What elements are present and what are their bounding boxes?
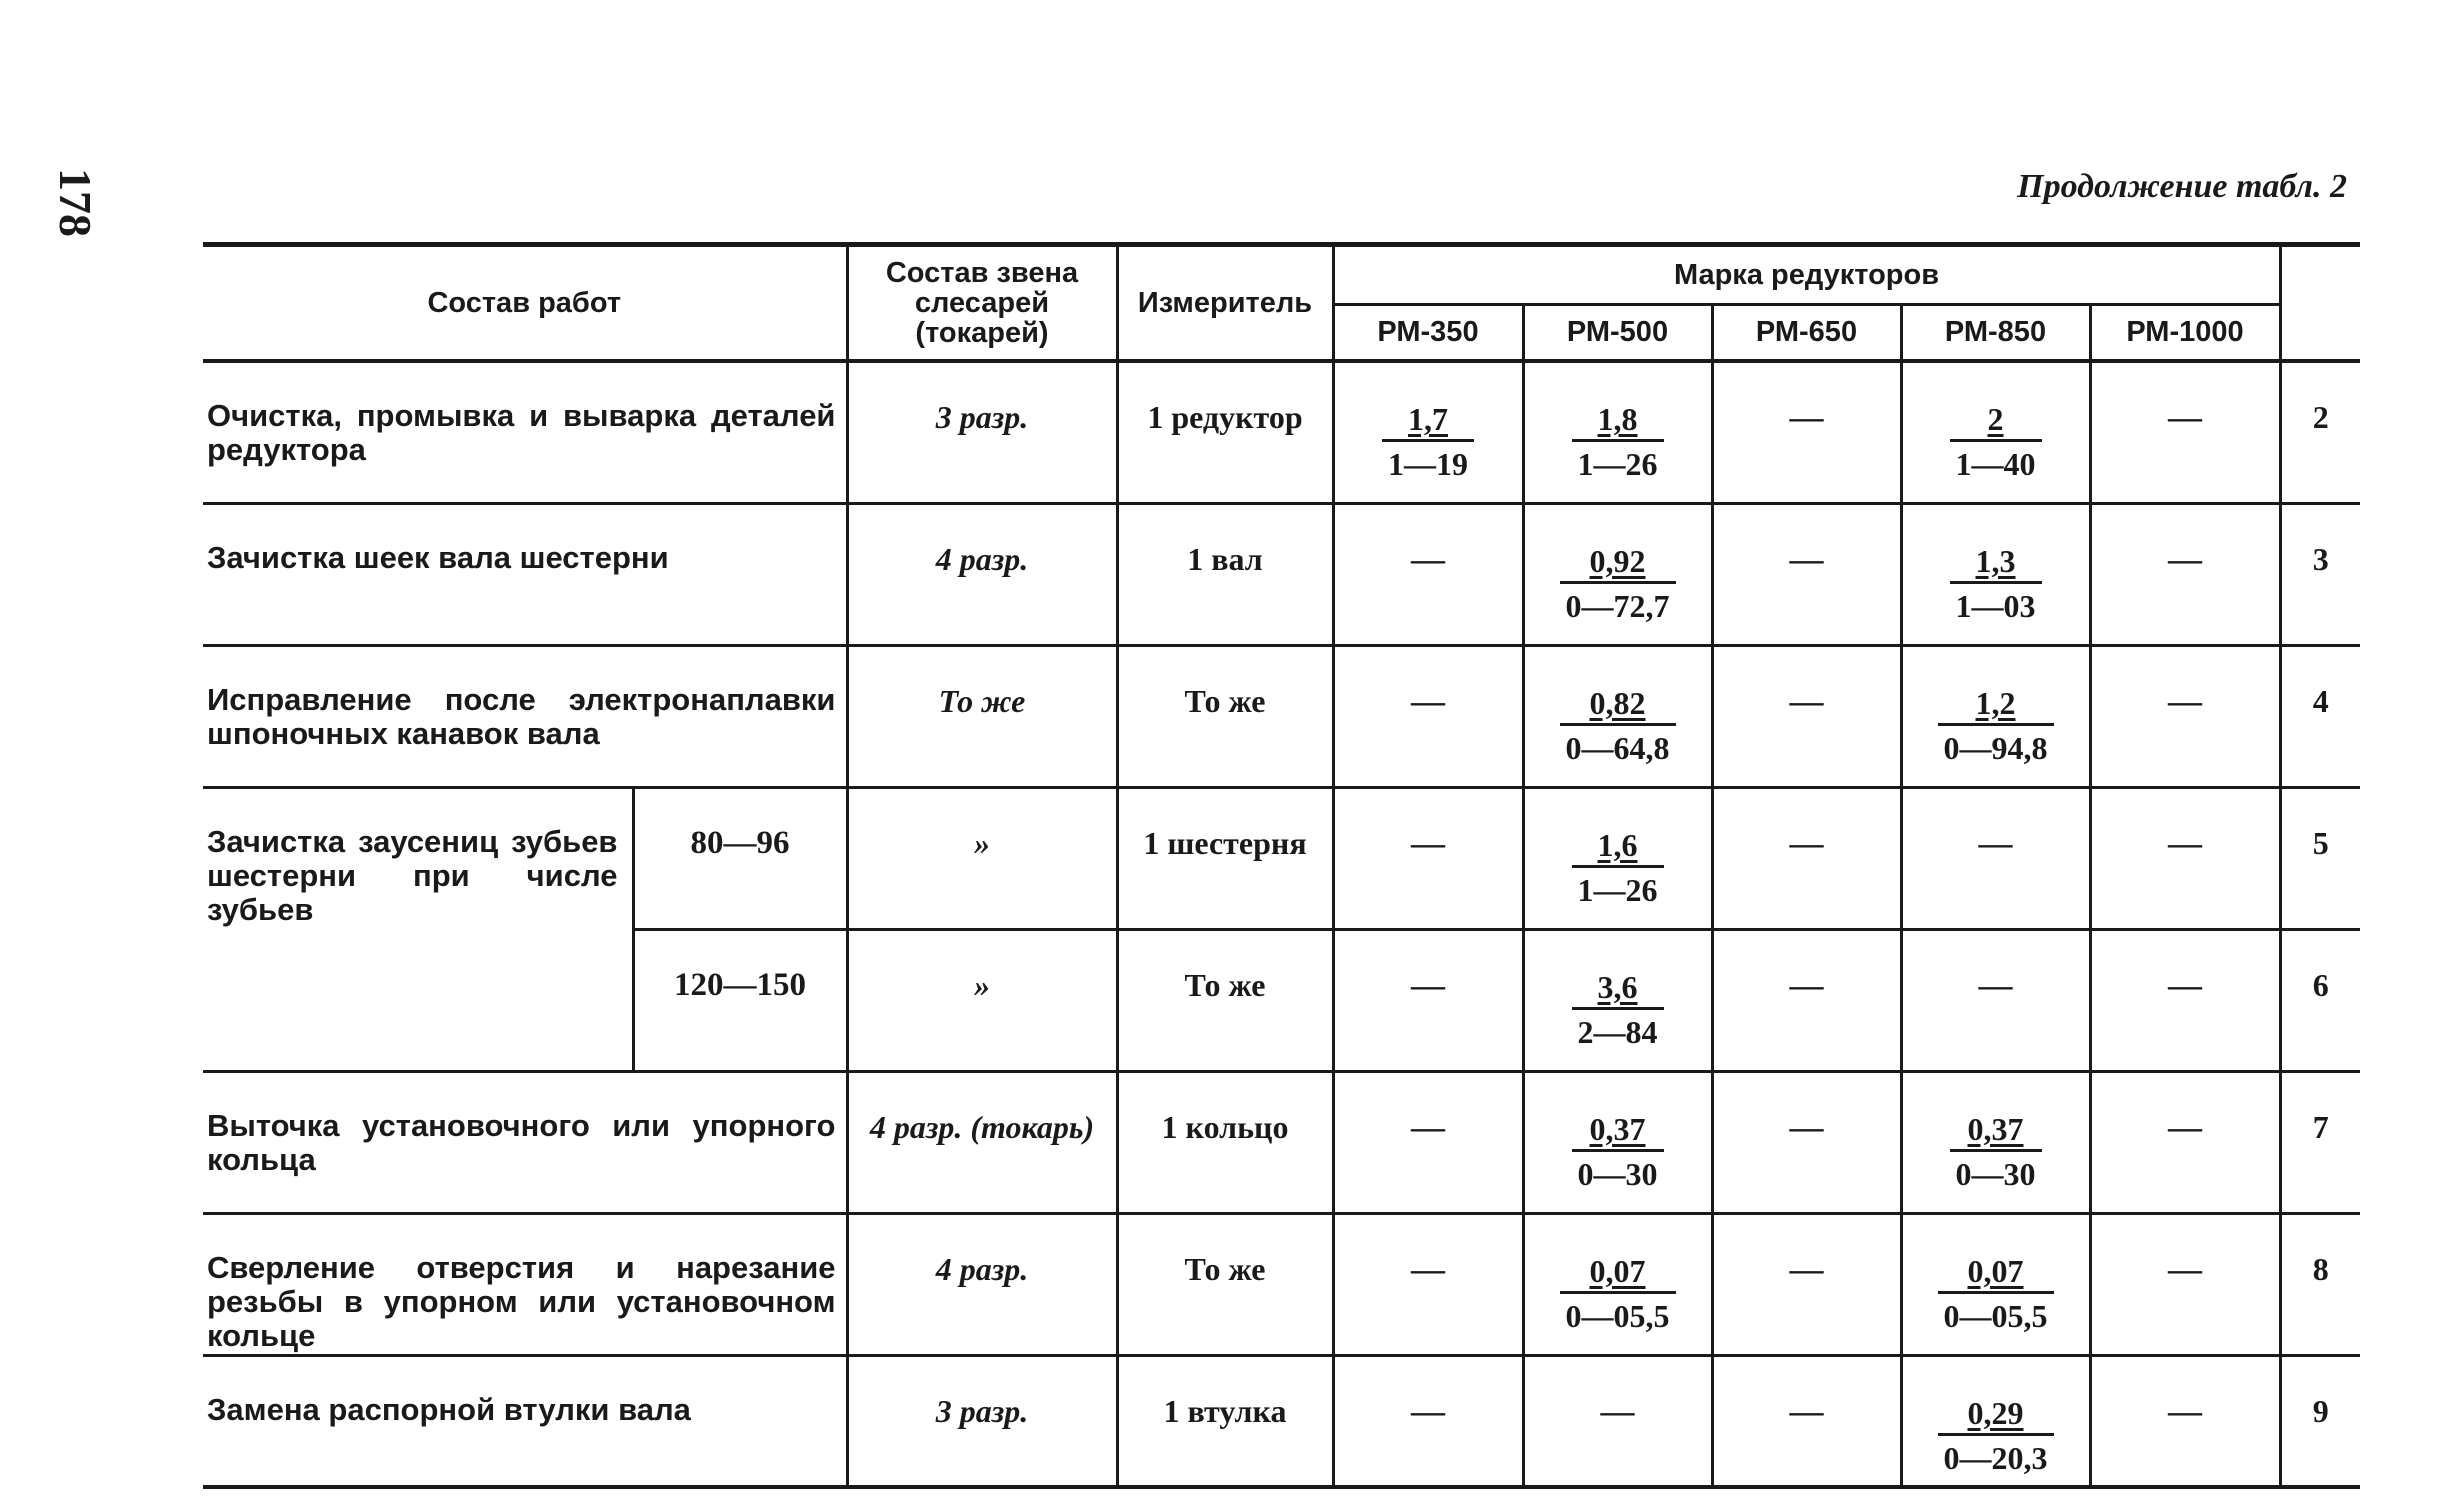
crew-grade: 3 разр. [935, 1392, 1029, 1429]
norm-fraction: $\frac{0,37}{0—30}$ [1572, 1109, 1664, 1194]
unit-measure: То же [1184, 682, 1266, 719]
header-brand-rm1000: РМ-1000 [2090, 304, 2280, 361]
teeth-range: 120—150 [633, 929, 847, 1071]
norm-fraction: $\frac{0,92}{0—72,7}$ [1560, 541, 1676, 626]
empty-dash: — [1411, 966, 1445, 1004]
work-description: Выточка установочного или упорного кольца [203, 1071, 847, 1213]
table-row [203, 503, 2360, 645]
unit-measure: То же [1184, 1250, 1266, 1287]
work-description: Очистка, промывка и выварка деталей редуктора [203, 361, 847, 503]
empty-dash: — [1411, 1392, 1445, 1430]
unit-measure: То же [1184, 966, 1266, 1003]
unit-measure: 1 вал [1187, 540, 1263, 577]
norm-fraction: $\frac{0,07}{0—05,5}$ [1560, 1251, 1676, 1336]
empty-dash: — [2168, 1108, 2202, 1146]
empty-dash: — [2168, 966, 2202, 1004]
empty-dash: — [1600, 1392, 1635, 1430]
row-number: 4 [2280, 645, 2360, 787]
empty-dash: — [1789, 966, 1824, 1004]
empty-dash: — [1411, 540, 1445, 578]
table-row [203, 1355, 2360, 1487]
empty-dash: — [1789, 682, 1824, 720]
row-number: 5 [2280, 787, 2360, 929]
header-work: Состав работ [203, 245, 847, 362]
table-row [203, 1213, 2360, 1355]
norm-fraction: $\frac{1,2}{0—94,8}$ [1938, 683, 2054, 768]
empty-dash: — [1789, 399, 1824, 436]
norm-fraction: $\frac{0,07}{0—05,5}$ [1938, 1251, 2054, 1336]
norm-fraction: $\frac{1,7}{1—19}$ [1382, 399, 1474, 484]
norm-fraction: $\frac{1,8}{1—26}$ [1572, 399, 1664, 484]
empty-dash: — [2168, 1392, 2202, 1430]
empty-dash: — [1411, 1250, 1445, 1288]
empty-dash: — [1411, 824, 1445, 862]
header-brand-rm350: РМ-350 [1333, 304, 1523, 361]
empty-dash: — [1789, 540, 1824, 578]
empty-dash: — [2168, 824, 2202, 862]
row-number: 8 [2280, 1213, 2360, 1355]
table-row [203, 361, 2360, 503]
row-number: 7 [2280, 1071, 2360, 1213]
row-number: 2 [2280, 361, 2360, 503]
empty-dash: — [2168, 1250, 2202, 1288]
crew-grade: 4 разр. (токарь) [869, 1108, 1095, 1145]
norms-table [203, 242, 2360, 1489]
empty-dash: — [1411, 1108, 1445, 1146]
row-number: 9 [2280, 1355, 2360, 1487]
norm-fraction: $\frac{2}{1—40}$ [1950, 399, 2042, 484]
crew-grade: 3 разр. [935, 399, 1029, 435]
work-description: Зачистка шеек вала шестерни [203, 503, 847, 645]
work-description: Сверление отверстия и нарезание резьбы в упорном или установочном кольце [203, 1213, 847, 1355]
row-number: 3 [2280, 503, 2360, 645]
empty-dash: — [1789, 1250, 1824, 1288]
crew-grade: 4 разр. [935, 1250, 1029, 1287]
unit-measure: 1 кольцо [1161, 1108, 1289, 1145]
empty-dash: — [1789, 824, 1824, 862]
continuation-caption: Продолжение табл. 2 [2017, 168, 2347, 205]
header-brand-rm500: РМ-500 [1523, 304, 1712, 361]
header-row-1 [203, 245, 2360, 305]
norm-fraction: $\frac{0,29}{0—20,3}$ [1938, 1393, 2054, 1478]
table-row [203, 645, 2360, 787]
crew-grade: » [974, 966, 990, 1003]
empty-dash: — [1978, 966, 2013, 1004]
empty-dash: — [2168, 399, 2202, 436]
unit-measure: 1 редуктор [1147, 399, 1303, 435]
norm-fraction: $\frac{0,82}{0—64,8}$ [1560, 683, 1676, 768]
header-unit: Измеритель [1117, 245, 1333, 362]
empty-dash: — [2168, 540, 2202, 578]
crew-grade: » [974, 824, 990, 861]
work-description: Исправление после электронаплавки шпоночных канавок вала [203, 645, 847, 787]
header-brand-rm650: РМ-650 [1712, 304, 1901, 361]
empty-dash: — [2168, 682, 2202, 720]
work-description: Замена распорной втулки вала [203, 1355, 847, 1487]
empty-dash: — [1411, 682, 1445, 720]
table-row [203, 1071, 2360, 1213]
table-row [203, 787, 2360, 929]
header-brand-group: Марка редукторов [1333, 245, 2280, 305]
empty-dash: — [1789, 1108, 1824, 1146]
work-description: Зачистка заусениц зубьев шестерни при числе зубьев [203, 787, 633, 1071]
norm-fraction: $\frac{1,3}{1—03}$ [1950, 541, 2042, 626]
header-brand-rm850: РМ-850 [1901, 304, 2090, 361]
header-crew: Состав звена слесарей (токарей) [847, 245, 1117, 362]
norm-fraction: $\frac{1,6}{1—26}$ [1572, 825, 1664, 910]
teeth-range: 80—96 [633, 787, 847, 929]
unit-measure: 1 втулка [1163, 1392, 1287, 1429]
norm-fraction: $\frac{3,6}{2—84}$ [1572, 967, 1664, 1052]
row-number: 6 [2280, 929, 2360, 1071]
norm-fraction: $\frac{0,37}{0—30}$ [1950, 1109, 2042, 1194]
page-number: 178 [50, 168, 101, 237]
empty-dash: — [1978, 824, 2013, 862]
crew-grade: То же [938, 682, 1026, 719]
header-num [2280, 245, 2360, 362]
crew-grade: 4 разр. [935, 540, 1029, 577]
empty-dash: — [1789, 1392, 1824, 1430]
unit-measure: 1 шестерня [1143, 824, 1307, 861]
